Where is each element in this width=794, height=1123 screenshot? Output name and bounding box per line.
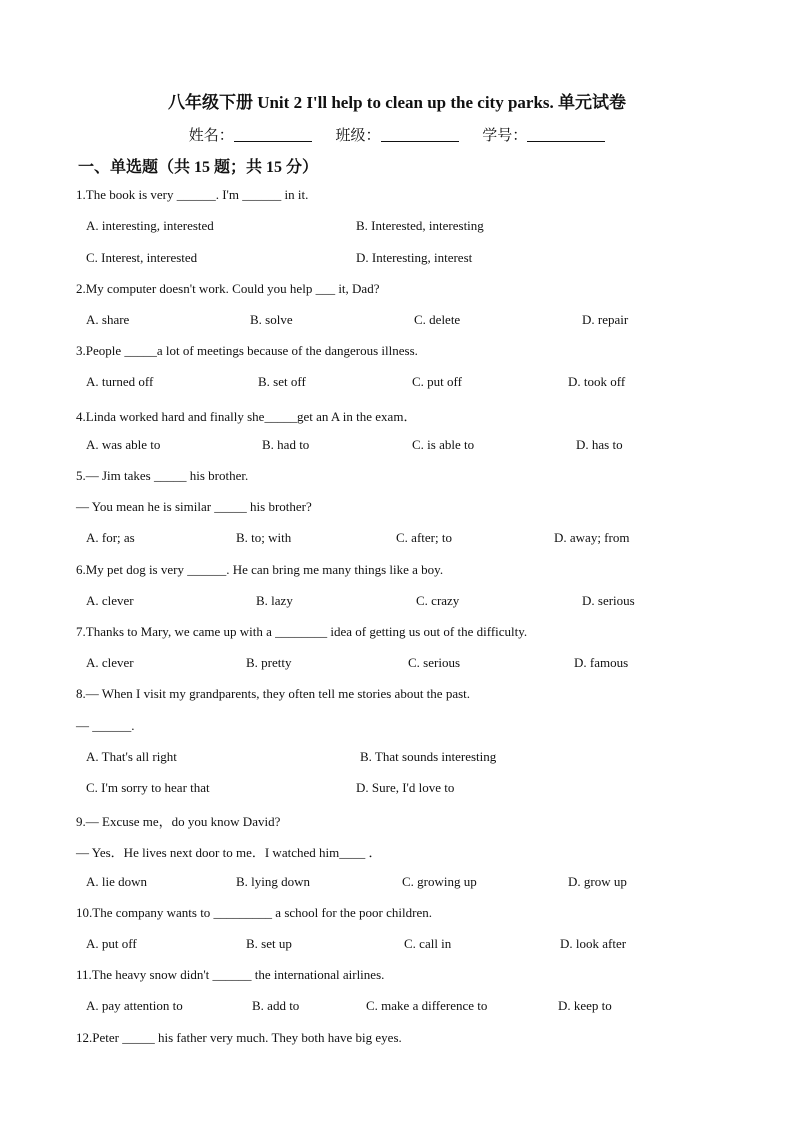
option-b[interactable]: B. lying down <box>236 874 311 889</box>
name-field[interactable] <box>189 124 312 145</box>
option-a[interactable]: A. clever <box>86 655 134 670</box>
option-d[interactable]: D. serious <box>582 593 635 608</box>
option-d[interactable]: D. has to <box>576 437 623 452</box>
option-a[interactable]: A. pay attention to <box>86 998 183 1013</box>
option-a[interactable]: A. was able to <box>86 437 161 452</box>
option-a[interactable]: A. That's all right <box>86 749 177 764</box>
option-a[interactable]: A. turned off <box>86 374 154 389</box>
option-d[interactable]: D. famous <box>574 655 629 670</box>
question-stem: 3.People _____a lot of meetings because of the dangerous illness. <box>76 343 418 358</box>
option-c[interactable]: C. put off <box>412 374 462 389</box>
option-b[interactable]: B. solve <box>250 312 293 327</box>
option-c[interactable]: C. delete <box>414 312 461 327</box>
student-info-row <box>0 124 794 145</box>
student-id-blank[interactable] <box>527 140 605 142</box>
option-d[interactable]: D. away; from <box>554 530 630 545</box>
option-c[interactable]: C. serious <box>408 655 460 670</box>
option-c[interactable]: C. make a difference to <box>366 998 488 1013</box>
option-b[interactable]: B. set up <box>246 936 292 951</box>
option-d[interactable]: D. look after <box>560 936 627 951</box>
option-b[interactable]: B. Interested, interesting <box>356 218 484 233</box>
question-stem: 9.— Excuse me，do you know David? <box>76 814 281 829</box>
class-blank[interactable] <box>381 140 459 142</box>
name-label: 姓名： <box>188 128 234 144</box>
option-b[interactable]: B. That sounds interesting <box>360 749 497 764</box>
option-a[interactable]: A. share <box>86 312 130 327</box>
class-label: 班级： <box>335 128 381 144</box>
option-c[interactable]: C. call in <box>404 936 452 951</box>
option-d[interactable]: D. grow up <box>568 874 627 889</box>
question-stem: 2.My computer doesn't work. Could you help ___ it, Dad? <box>76 281 380 296</box>
option-d[interactable]: D. Sure, I'd love to <box>356 780 455 795</box>
class-field[interactable] <box>335 124 458 145</box>
option-b[interactable]: B. set off <box>258 374 306 389</box>
option-c[interactable]: C. crazy <box>416 593 460 608</box>
dialog-line: — Yes．He lives next door to me．I watched him____ ． <box>76 845 382 860</box>
option-d[interactable]: D. repair <box>582 312 629 327</box>
name-blank[interactable] <box>234 140 312 142</box>
option-d[interactable]: D. took off <box>568 374 626 389</box>
option-d[interactable]: D. keep to <box>558 998 612 1013</box>
option-a[interactable]: A. put off <box>86 936 137 951</box>
question-stem: 6.My pet dog is very ______. He can bring me many things like a boy. <box>76 562 444 577</box>
option-b[interactable]: B. had to <box>262 437 310 452</box>
option-c[interactable]: C. I'm sorry to hear that <box>86 780 210 795</box>
question-stem: 8.— When I visit my grandparents, they often tell me stories about the past. <box>76 686 471 701</box>
option-b[interactable]: B. lazy <box>256 593 293 608</box>
option-c[interactable]: C. after; to <box>396 530 452 545</box>
question-stem: 1.The book is very ______. I'm ______ in it. <box>76 187 309 202</box>
student-id-field[interactable] <box>482 124 605 145</box>
option-a[interactable]: A. lie down <box>86 874 148 889</box>
question-stem: 7.Thanks to Mary, we came up with a ________ idea of getting us out of the difficulty. <box>76 624 528 639</box>
option-d[interactable]: D. Interesting, interest <box>356 250 473 265</box>
option-a[interactable]: A. clever <box>86 593 134 608</box>
question-stem: 10.The company wants to _________ a school for the poor children. <box>76 905 432 920</box>
option-b[interactable]: B. add to <box>252 998 300 1013</box>
option-b[interactable]: B. to; with <box>236 530 292 545</box>
section-heading: 一、单选题（共 15 题；共 15 分） <box>78 159 319 176</box>
page-title: 八年级下册 Unit 2 I'll help to clean up the city parks. 单元试卷 <box>167 93 627 112</box>
option-b[interactable]: B. pretty <box>246 655 292 670</box>
option-c[interactable]: C. Interest, interested <box>86 250 198 265</box>
question-stem: 4.Linda worked hard and finally she_____get an A in the exam． <box>76 409 417 424</box>
dialog-line: — You mean he is similar _____ his brother? <box>76 499 312 514</box>
student-id-label: 学号： <box>482 128 528 144</box>
option-a[interactable]: A. for; as <box>86 530 135 545</box>
option-a[interactable]: A. interesting, interested <box>86 218 214 233</box>
option-c[interactable]: C. is able to <box>412 437 475 452</box>
question-stem: 11.The heavy snow didn't ______ the international airlines. <box>76 967 385 982</box>
question-stem: 5.— Jim takes _____ his brother. <box>76 468 249 483</box>
option-c[interactable]: C. growing up <box>402 874 477 889</box>
dialog-line: — ______. <box>76 718 135 733</box>
question-stem: 12.Peter _____ his father very much. They both have big eyes. <box>76 1030 402 1045</box>
